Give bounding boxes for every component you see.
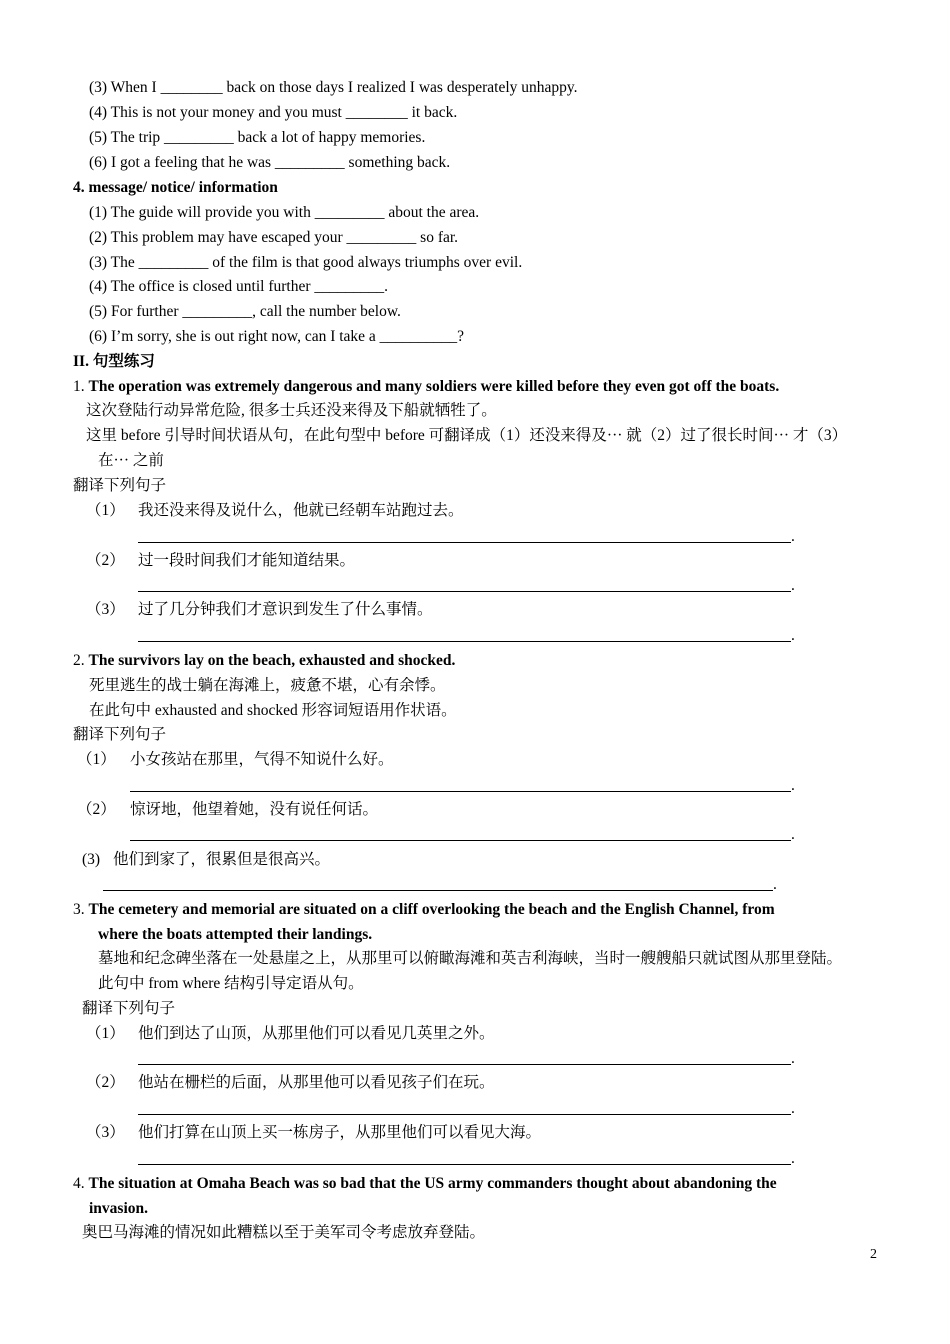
- answer-period: .: [791, 826, 795, 843]
- exercise-prompt: 他们打算在山顶上买一栋房子，从那里他们可以看见大海。: [138, 1124, 542, 1141]
- answer-period: .: [773, 876, 777, 893]
- sentence-3: [73, 900, 775, 920]
- sentence-2: [73, 651, 455, 671]
- sentence-number: 4.: [73, 1175, 85, 1192]
- sentence-1: [73, 377, 779, 397]
- answer-line[interactable]: [138, 1114, 791, 1115]
- sentence-translation: 这次登陆行动异常危险, 很多士兵还没来得及下船就牺牲了。: [86, 402, 497, 419]
- exercise-number: （2）: [77, 801, 116, 818]
- exercise-number: （1）: [86, 1025, 125, 1042]
- sentence-text-cont: where the boats attempted their landings.: [98, 926, 373, 943]
- exercise-number: (3): [82, 851, 101, 868]
- exercise-number: （3）: [86, 601, 125, 618]
- answer-line[interactable]: [138, 1064, 791, 1065]
- page-number: 2: [870, 1247, 877, 1262]
- sentence-text: The operation was extremely dangerous and many soldiers were killed before they even got off the boats.: [88, 378, 780, 395]
- answer-period: .: [791, 777, 795, 794]
- sentence-text: The cemetery and memorial are situated on a cliff overlooking the beach and the English Channel, from: [88, 901, 775, 918]
- exercise-number: （2）: [86, 1074, 125, 1091]
- exercise-item: (3) The _________ of the film is that good always triumphs over evil.: [89, 254, 523, 271]
- exercise-item: (4) This is not your money and you must ________ it back.: [89, 104, 458, 121]
- exercise-number: （2）: [86, 552, 125, 569]
- answer-line[interactable]: [138, 641, 791, 642]
- exercise-prompt: 小女孩站在那里，气得不知说什么好。: [130, 751, 394, 768]
- exercise-item: (1) The guide will provide you with _________ about the area.: [89, 204, 480, 221]
- exercise-item: (5) For further _________, call the number below.: [89, 303, 401, 320]
- answer-period: .: [791, 528, 795, 545]
- answer-line[interactable]: [103, 890, 773, 891]
- sentence-translation: 墓地和纪念碑坐落在一处悬崖之上，从那里可以俯瞰海滩和英吉利海峡，当时一艘艘船只就试图从那里登陆。: [98, 950, 843, 967]
- exercise-prompt: 过一段时间我们才能知道结果。: [138, 552, 356, 569]
- answer-period: .: [791, 1050, 795, 1067]
- exercise-item: (4) The office is closed until further _________.: [89, 278, 389, 295]
- answer-line[interactable]: [138, 542, 791, 543]
- exercise-number: （1）: [86, 502, 125, 519]
- sentence-4: [73, 1174, 777, 1194]
- sentence-text: The survivors lay on the beach, exhausted and shocked.: [88, 652, 456, 669]
- sentence-text: The situation at Omaha Beach was so bad that the US army commanders thought about abandoning the: [88, 1175, 777, 1192]
- answer-period: .: [791, 1150, 795, 1167]
- section-heading: II. 句型练习: [73, 353, 155, 370]
- sentence-number: 1.: [73, 378, 85, 395]
- exercise-item: (6) I’m sorry, she is out right now, can I take a __________?: [89, 328, 465, 345]
- exercise-prompt: 他们到家了，很累但是很高兴。: [113, 851, 331, 868]
- sentence-number: 2.: [73, 652, 85, 669]
- answer-period: .: [791, 577, 795, 594]
- answer-line[interactable]: [138, 591, 791, 592]
- grammar-note: 在此句中 exhausted and shocked 形容词短语用作状语。: [89, 702, 457, 719]
- exercise-number: （3）: [86, 1124, 125, 1141]
- exercise-number: （1）: [77, 751, 116, 768]
- answer-line[interactable]: [138, 1164, 791, 1165]
- translate-instruction: 翻译下列句子: [73, 726, 167, 743]
- exercise-item: (3) When I ________ back on those days I realized I was desperately unhappy.: [89, 79, 578, 96]
- exercise-prompt: 过了几分钟我们才意识到发生了什么事情。: [138, 601, 433, 618]
- exercise-prompt: 他站在栅栏的后面，从那里他可以看见孩子们在玩。: [138, 1074, 495, 1091]
- sentence-translation: 死里逃生的战士躺在海滩上，疲惫不堪，心有余悸。: [89, 677, 446, 694]
- sentence-number: 3.: [73, 901, 85, 918]
- translate-instruction: 翻译下列句子: [73, 477, 167, 494]
- answer-line[interactable]: [130, 791, 791, 792]
- sentence-text-cont: invasion.: [89, 1200, 149, 1217]
- exercise-prompt: 他们到达了山顶，从那里他们可以看见几英里之外。: [138, 1025, 495, 1042]
- exercise-item: (2) This problem may have escaped your _________ so far.: [89, 229, 459, 246]
- exercise-prompt: 惊讶地，他望着她，没有说任何话。: [130, 801, 379, 818]
- sentence-translation: 奥巴马海滩的情况如此糟糕以至于美军司令考虑放弃登陆。: [82, 1224, 486, 1241]
- exercise-prompt: 我还没来得及说什么，他就已经朝车站跑过去。: [138, 502, 464, 519]
- exercise-item: (5) The trip _________ back a lot of happy memories.: [89, 129, 426, 146]
- answer-line[interactable]: [130, 840, 791, 841]
- question-heading: 4. message/ notice/ information: [73, 179, 278, 196]
- grammar-note: 这里 before 引导时间状语从句，在此句型中 before 可翻译成（1）还没来得及··· 就（2）过了很长时间··· 才（3）: [86, 427, 848, 444]
- answer-period: .: [791, 627, 795, 644]
- grammar-note: 此句中 from where 结构引导定语从句。: [98, 975, 364, 992]
- grammar-note: 在··· 之前: [98, 452, 164, 469]
- answer-period: .: [791, 1100, 795, 1117]
- translate-instruction: 翻译下列句子: [82, 1000, 176, 1017]
- exercise-item: (6) I got a feeling that he was _________ something back.: [89, 154, 451, 171]
